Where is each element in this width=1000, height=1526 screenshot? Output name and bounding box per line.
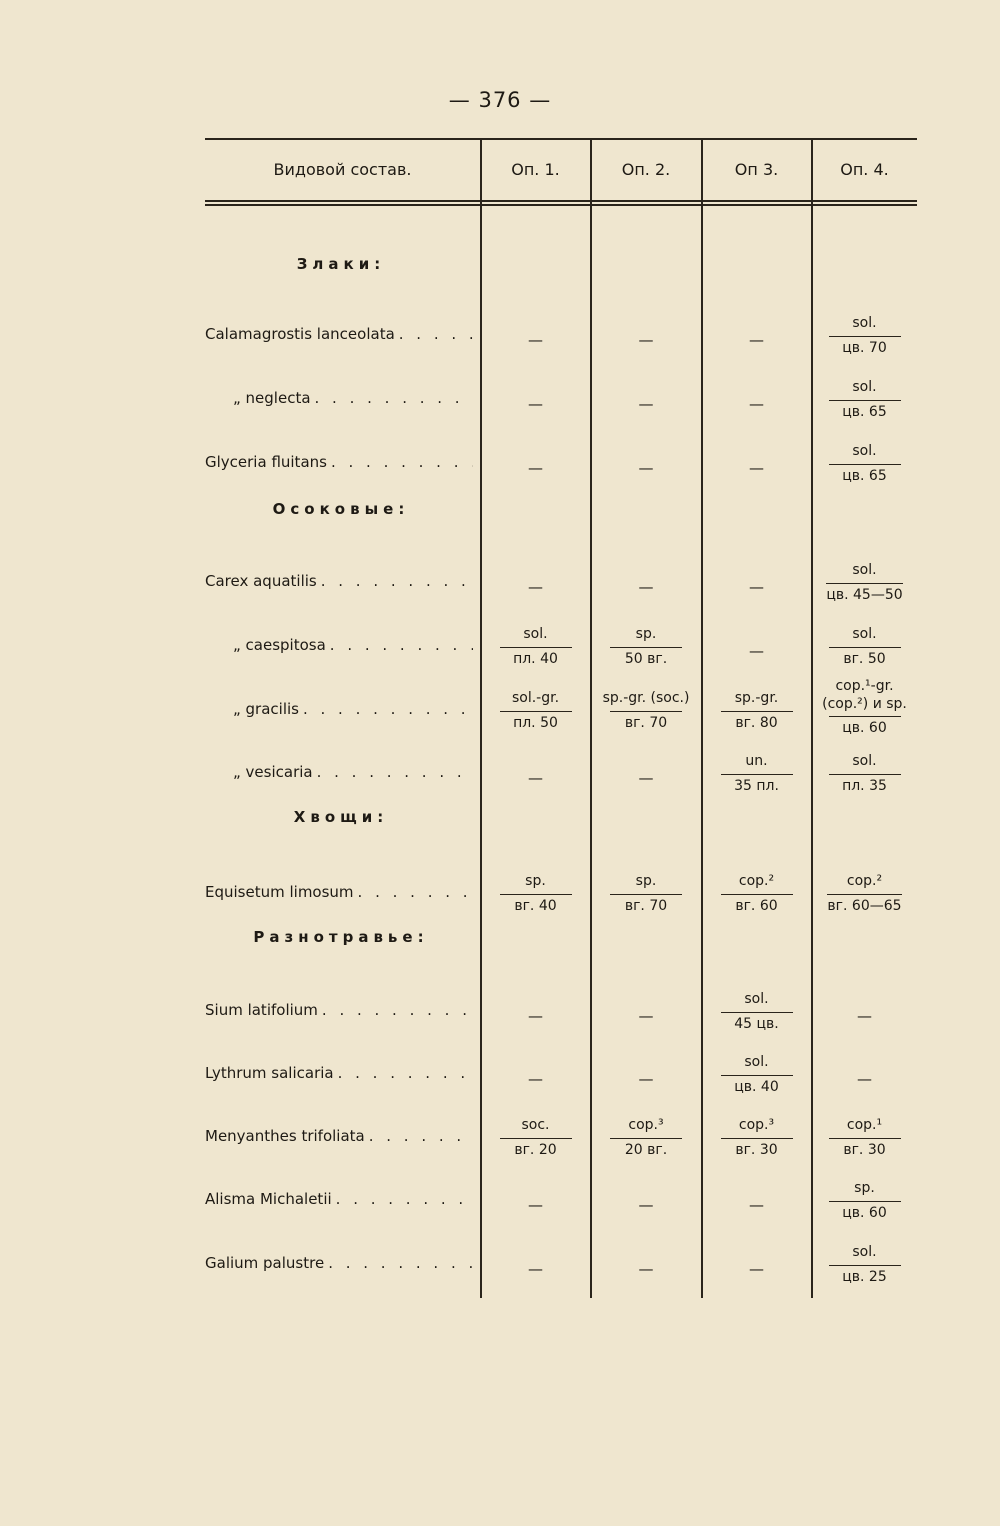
table-cell [591, 1244, 701, 1294]
table-cell [812, 622, 917, 672]
cell-height: вг. 70 [610, 894, 682, 916]
table-cell [702, 1113, 811, 1163]
species-name [205, 1127, 473, 1145]
cell-dash: — [857, 1006, 872, 1025]
table-cell [812, 869, 917, 919]
species-name [205, 1064, 473, 1082]
table-cell [481, 753, 590, 803]
table-cell [702, 315, 811, 365]
species-name [205, 1001, 473, 1019]
species-name [205, 572, 473, 590]
cell-abundance: sp. [525, 873, 546, 889]
leader-dots [317, 572, 473, 590]
group-heading: Разнотравье: [253, 928, 429, 946]
table-cell [812, 674, 917, 742]
cell-height: вг. 20 [500, 1138, 572, 1160]
table-cell [591, 562, 701, 612]
cell-dash: — [749, 458, 764, 477]
cell-height: вг. 80 [721, 711, 793, 733]
table-cell [812, 439, 917, 489]
species-name [205, 1190, 473, 1208]
table-cell [702, 379, 811, 429]
table-cell [702, 626, 811, 676]
species-label: Glyceria fluitans [205, 453, 327, 471]
cell-dash: — [638, 330, 654, 349]
table-cell [812, 991, 917, 1041]
cell-height: вг. 30 [829, 1138, 901, 1160]
table-cell [591, 1180, 701, 1230]
table-cell [591, 443, 701, 493]
cell-height: цв. 65 [829, 400, 901, 422]
cell-abundance: sol. [852, 562, 877, 578]
table-cell [812, 375, 917, 425]
cell-abundance: sp. [854, 1180, 875, 1196]
cell-height: вг. 50 [829, 647, 901, 669]
table-cell [481, 1113, 590, 1163]
species-table [205, 138, 917, 1298]
cell-abundance: cop.¹ [846, 1117, 883, 1133]
table-cell [591, 315, 701, 365]
species-label: Equisetum limosum [205, 883, 354, 901]
cell-line: cop.¹-gr. [835, 678, 894, 695]
table-cell [481, 1244, 590, 1294]
table-cell [812, 1176, 917, 1226]
leader-dots [324, 1254, 473, 1272]
cell-height: вг. 30 [721, 1138, 793, 1160]
leader-dots [311, 389, 473, 407]
table-cell [702, 686, 811, 736]
cell-abundance: sol. [852, 379, 877, 395]
species-label: „ gracilis [233, 700, 299, 718]
species-name [205, 763, 473, 781]
cell-height: цв. 60 [829, 1201, 901, 1223]
table-cell [591, 991, 701, 1041]
leader-dots [299, 700, 473, 718]
cell-height: 35 пл. [721, 774, 793, 796]
species-name [205, 700, 473, 718]
species-label: Galium palustre [205, 1254, 325, 1272]
leader-dots [326, 636, 473, 654]
cell-abundance: un. [745, 753, 768, 769]
leader-dots [332, 1190, 473, 1208]
cell-dash: — [749, 330, 764, 349]
species-label: Alisma Michaletii [205, 1190, 332, 1208]
table-cell [812, 311, 917, 361]
table-cell [591, 622, 701, 672]
cell-dash: — [749, 1259, 764, 1278]
leader-dots [354, 883, 473, 901]
cell-dash: — [638, 577, 654, 596]
cell-dash: — [528, 577, 543, 596]
species-name [205, 453, 473, 471]
table-cell [812, 1240, 917, 1290]
table-cell [702, 869, 811, 919]
group-heading: Злаки: [296, 255, 386, 273]
table-cell [812, 1113, 917, 1163]
table-cell [702, 987, 811, 1037]
column-header-op3: Оп 3. [734, 159, 779, 179]
cell-abundance: sol. [852, 1244, 877, 1260]
cell-dash: — [528, 1259, 543, 1278]
table-cell [812, 749, 917, 799]
cell-dash: — [638, 1195, 654, 1214]
cell-abundance: sol.-gr. [511, 690, 560, 706]
table-cell [591, 379, 701, 429]
cell-abundance: (cop.²) и sp. [822, 695, 907, 712]
cell-dash: — [638, 768, 654, 787]
cell-height: цв. 45—50 [826, 583, 902, 605]
leader-dots [365, 1127, 473, 1145]
table-cell [481, 379, 590, 429]
cell-dash: — [638, 1259, 654, 1278]
table-cell [812, 558, 917, 608]
cell-height: 20 вг. [610, 1138, 682, 1160]
cell-abundance: sp. [635, 873, 657, 889]
table-cell [481, 622, 590, 672]
column-header-op2: Оп. 2. [621, 159, 671, 179]
cell-abundance: cop.² [846, 873, 883, 889]
cell-dash: — [638, 1069, 654, 1088]
cell-abundance: sol. [852, 443, 877, 459]
cell-height: вг. 70 [610, 711, 682, 733]
column-header-op1: Оп. 1. [511, 159, 560, 179]
cell-abundance: sol. [523, 626, 548, 642]
column-header-op4: Оп. 4. [840, 159, 889, 179]
cell-abundance: sol. [744, 991, 769, 1007]
cell-height: 50 вг. [610, 647, 682, 669]
table-cell [702, 1244, 811, 1294]
table-cell [702, 1180, 811, 1230]
table-cell [481, 443, 590, 493]
cell-dash: — [749, 577, 764, 596]
cell-dash: — [528, 458, 543, 477]
table-cell [591, 1054, 701, 1104]
leader-dots [318, 1001, 473, 1019]
cell-height: вг. 60—65 [827, 894, 901, 916]
species-label: Lythrum salicaria [205, 1064, 334, 1082]
cell-dash: — [749, 394, 764, 413]
cell-height: 45 цв. [721, 1012, 793, 1034]
cell-height: пл. 35 [829, 774, 901, 796]
species-label: Calamagrostis lanceolata [205, 325, 395, 343]
species-name [205, 1254, 473, 1272]
group-heading: Хвощи: [293, 808, 389, 826]
cell-dash: — [638, 394, 654, 413]
cell-abundance: sp. [635, 626, 657, 642]
cell-abundance: sol. [744, 1054, 769, 1070]
cell-abundance: cop.³ [738, 1117, 775, 1133]
table-cell [812, 1054, 917, 1104]
table-cell [481, 686, 590, 736]
cell-abundance: sol. [852, 626, 877, 642]
leader-dots [313, 763, 473, 781]
cell-dash: — [528, 330, 543, 349]
species-label: Sium latifolium [205, 1001, 318, 1019]
table-cell [591, 1113, 701, 1163]
cell-dash: — [857, 1069, 872, 1088]
cell-abundance: sp.-gr. (soc.) [602, 690, 690, 706]
cell-dash: — [638, 458, 654, 477]
cell-height: пл. 40 [500, 647, 572, 669]
cell-height: пл. 50 [500, 711, 572, 733]
cell-dash: — [638, 1006, 654, 1025]
page-number: — 376 — [448, 88, 552, 112]
leader-dots [327, 453, 473, 471]
leader-dots [395, 325, 473, 343]
table-cell [481, 869, 590, 919]
cell-height: вг. 60 [721, 894, 793, 916]
table-cell [702, 1050, 811, 1100]
group-heading: Осоковые: [272, 500, 410, 518]
table-cell [591, 686, 701, 736]
species-label: „ vesicaria [233, 763, 313, 781]
cell-dash: — [528, 394, 543, 413]
cell-height: цв. 40 [721, 1075, 793, 1097]
cell-abundance: cop.² [738, 873, 775, 889]
leader-dots [334, 1064, 473, 1082]
cell-abundance: sp.-gr. [734, 690, 779, 706]
cell-abundance: sol. [852, 315, 877, 331]
cell-height: цв. 25 [829, 1265, 901, 1287]
table-cell [481, 1054, 590, 1104]
species-name [205, 389, 473, 407]
table-cell [702, 443, 811, 493]
cell-dash: — [528, 1195, 543, 1214]
table-cell [481, 991, 590, 1041]
cell-dash: — [528, 1006, 543, 1025]
cell-dash: — [528, 1069, 543, 1088]
cell-height: цв. 70 [829, 336, 901, 358]
cell-dash: — [749, 641, 764, 660]
species-name [205, 883, 473, 901]
cell-dash: — [528, 768, 543, 787]
table-cell [481, 1180, 590, 1230]
table-cell [702, 562, 811, 612]
cell-dash: — [749, 1195, 764, 1214]
cell-abundance: soc. [521, 1117, 550, 1133]
table-cell [702, 749, 811, 799]
species-label: „ neglecta [233, 389, 311, 407]
species-name [205, 325, 473, 343]
species-label: Carex aquatilis [205, 572, 317, 590]
table-cell [481, 315, 590, 365]
cell-height: цв. 60 [829, 716, 901, 738]
cell-abundance: cop.³ [628, 1117, 664, 1133]
species-name [205, 636, 473, 654]
species-label: Menyanthes trifoliata [205, 1127, 365, 1145]
table-cell [591, 753, 701, 803]
species-label: „ caespitosa [233, 636, 326, 654]
column-header-species: Видовой состав. [273, 159, 412, 179]
cell-height: вг. 40 [500, 894, 572, 916]
cell-abundance: sol. [852, 753, 877, 769]
table-cell [481, 562, 590, 612]
table-cell [591, 869, 701, 919]
cell-height: цв. 65 [829, 464, 901, 486]
